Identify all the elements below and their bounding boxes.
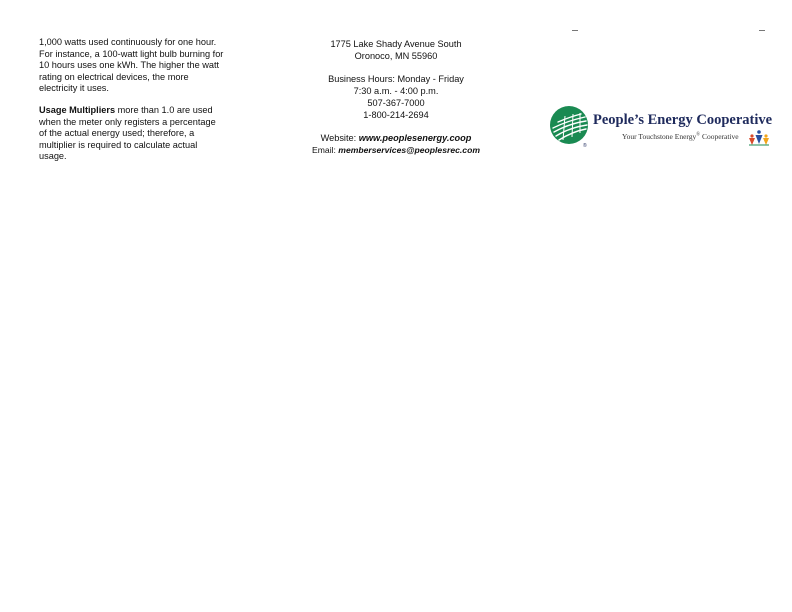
hours-label: Business Hours: Monday - Friday <box>328 74 464 84</box>
cooperative-name: People’s Energy Cooperative <box>593 112 773 128</box>
tagline-mark: ® <box>696 132 701 138</box>
left-column <box>39 37 225 173</box>
address-line2: Oronoco, MN 55960 <box>354 51 438 61</box>
cooperative-logo <box>549 104 774 148</box>
tagline-text: Your Touchstone Energy <box>622 132 697 141</box>
email-line <box>296 144 496 156</box>
hours-block <box>296 73 496 121</box>
globe-icon <box>549 104 591 148</box>
usage-multipliers-desc: more than 1.0 are used when the meter only registers a percentage of the actual energy used; therefore, a multiplier is required to calculate actual usage. <box>39 104 216 162</box>
phone-tollfree: 1-800-214-2694 <box>363 110 429 120</box>
fold-mark-right <box>759 30 765 31</box>
touchstone-figures-icon <box>747 129 773 147</box>
email-label: Email: <box>312 145 339 155</box>
website-link[interactable]: www.peoplesenergy.coop <box>358 133 472 143</box>
usage-multipliers-text <box>39 105 225 163</box>
contact-column <box>296 38 496 167</box>
website-line <box>296 132 496 144</box>
website-label: Website: <box>320 133 359 143</box>
logo-tagline <box>622 132 739 141</box>
address-block <box>296 38 496 62</box>
usage-multipliers-term: Usage Multipliers <box>39 104 116 115</box>
tagline-end: Cooperative <box>700 132 739 141</box>
email-link[interactable]: memberservices@peoplesrec.com <box>338 145 480 155</box>
address-line1: 1775 Lake Shady Avenue South <box>330 39 462 49</box>
svg-text:®: ® <box>583 143 587 148</box>
online-block <box>296 132 496 156</box>
kwh-definition-text: 1,000 watts used continuously for one hour. For instance, a 100-watt light bulb burning for 10 hours uses one kWh. The higher the watt rating on electrical devices, the more electricity it uses. <box>39 37 224 94</box>
hours-time: 7:30 a.m. - 4:00 p.m. <box>353 86 439 96</box>
fold-mark-left <box>572 30 578 31</box>
phone-local: 507-367-7000 <box>367 98 425 108</box>
